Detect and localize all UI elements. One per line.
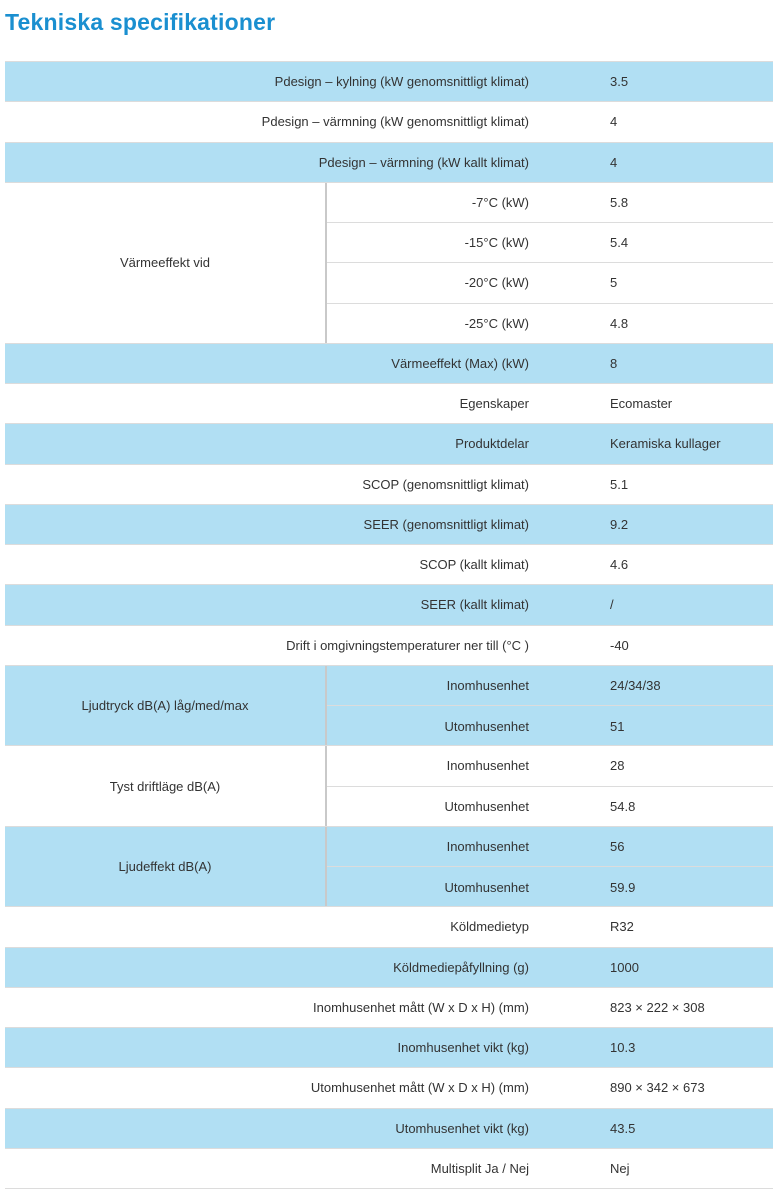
- row-label: Multisplit Ja / Nej: [430, 1160, 529, 1176]
- row-label: SCOP (kallt klimat): [419, 557, 529, 573]
- table-row: [5, 344, 773, 384]
- table-row: [327, 867, 773, 907]
- row-label: Inomhusenhet: [446, 758, 529, 774]
- row-label: SEER (genomsnittligt klimat): [363, 516, 529, 532]
- table-row: [5, 907, 773, 947]
- row-label: Pdesign – värmning (kW kallt klimat): [318, 154, 529, 170]
- row-value: 5: [610, 275, 618, 291]
- group-label: Tyst driftläge dB(A): [5, 746, 327, 826]
- table-row: [327, 746, 773, 786]
- row-value: 5.4: [610, 235, 629, 251]
- row-value: 54.8: [610, 799, 636, 815]
- row-label: Egenskaper: [459, 396, 529, 412]
- row-value: /: [610, 597, 614, 613]
- row-value: 890 × 342 × 673: [610, 1080, 705, 1096]
- table-row: [5, 626, 773, 666]
- row-value: Nej: [610, 1160, 630, 1176]
- row-value: 5.8: [610, 194, 629, 210]
- table-row: [5, 585, 773, 625]
- row-value: 28: [610, 758, 625, 774]
- row-value: -40: [610, 637, 629, 653]
- row-label: SCOP (genomsnittligt klimat): [362, 476, 529, 492]
- table-row: [5, 545, 773, 585]
- row-label: SEER (kallt klimat): [420, 597, 529, 613]
- row-label: -7°C (kW): [471, 194, 529, 210]
- table-row: [327, 666, 773, 706]
- row-label: -20°C (kW): [464, 275, 529, 291]
- row-value: 4.8: [610, 316, 629, 332]
- row-value: Keramiska kullager: [610, 436, 721, 452]
- row-label: Drift i omgivningstemperaturer ner till (°C ): [286, 637, 529, 653]
- row-label: Utomhusenhet: [444, 879, 529, 895]
- page-title: Tekniska specifikationer: [5, 9, 276, 35]
- table-row: [327, 787, 773, 827]
- row-label: Utomhusenhet: [444, 718, 529, 734]
- row-label: Värmeeffekt (Max) (kW): [391, 355, 529, 371]
- row-value: 59.9: [610, 879, 636, 895]
- row-label: Köldmedietyp: [450, 919, 529, 935]
- row-value: 3.5: [610, 74, 629, 90]
- row-value: 4.6: [610, 557, 629, 573]
- table-row: [5, 1028, 773, 1068]
- table-row: [5, 1149, 773, 1189]
- table-row: [5, 465, 773, 505]
- row-value: 823 × 222 × 308: [610, 999, 705, 1015]
- group-label: Värmeeffekt vid: [5, 183, 327, 343]
- table-row: [327, 827, 773, 867]
- table-row: [327, 706, 773, 746]
- table-row: [5, 143, 773, 183]
- row-label: Inomhusenhet: [446, 677, 529, 693]
- row-label: Produktdelar: [455, 436, 529, 452]
- row-label: Inomhusenhet: [446, 838, 529, 854]
- row-label: Utomhusenhet: [444, 799, 529, 815]
- row-label: -25°C (kW): [464, 316, 529, 332]
- quiet-mode-group: [5, 746, 773, 827]
- table-row: [5, 384, 773, 424]
- table-row: [5, 62, 773, 102]
- row-value: 10.3: [610, 1040, 636, 1056]
- row-label: Utomhusenhet mått (W x D x H) (mm): [310, 1080, 529, 1096]
- row-value: 1000: [610, 959, 639, 975]
- row-label: Köldmediepåfyllning (g): [393, 959, 529, 975]
- row-label: Inomhusenhet vikt (kg): [397, 1040, 529, 1056]
- row-value: 56: [610, 838, 625, 854]
- row-value: R32: [610, 919, 634, 935]
- table-row: [327, 223, 773, 263]
- row-value: 51: [610, 718, 625, 734]
- table-row: [5, 988, 773, 1028]
- row-value: 9.2: [610, 516, 629, 532]
- row-label: Pdesign – värmning (kW genomsnittligt klimat): [261, 114, 529, 130]
- sound-pressure-group: [5, 666, 773, 747]
- row-value: 5.1: [610, 476, 629, 492]
- table-row: [5, 424, 773, 464]
- table-row: [5, 1068, 773, 1108]
- table-row: [5, 505, 773, 545]
- row-value: 24/34/38: [610, 677, 661, 693]
- row-label: Inomhusenhet mått (W x D x H) (mm): [313, 999, 529, 1015]
- sound-power-group: [5, 827, 773, 908]
- table-row: [327, 183, 773, 223]
- group-label: Ljudeffekt dB(A): [5, 827, 327, 907]
- heating-capacity-group: [5, 183, 773, 344]
- table-row: [5, 1109, 773, 1149]
- group-label: Ljudtryck dB(A) låg/med/max: [5, 666, 327, 746]
- table-row: [5, 102, 773, 142]
- spec-table: [5, 61, 773, 1189]
- row-value: 43.5: [610, 1120, 636, 1136]
- row-value: 4: [610, 154, 618, 170]
- row-value: 4: [610, 114, 618, 130]
- row-label: -15°C (kW): [464, 235, 529, 251]
- table-row: [327, 304, 773, 344]
- row-label: Pdesign – kylning (kW genomsnittligt klimat): [274, 74, 529, 90]
- table-row: [5, 948, 773, 988]
- row-label: Utomhusenhet vikt (kg): [395, 1120, 529, 1136]
- row-value: 8: [610, 355, 618, 371]
- table-row: [327, 263, 773, 303]
- row-value: Ecomaster: [610, 396, 673, 412]
